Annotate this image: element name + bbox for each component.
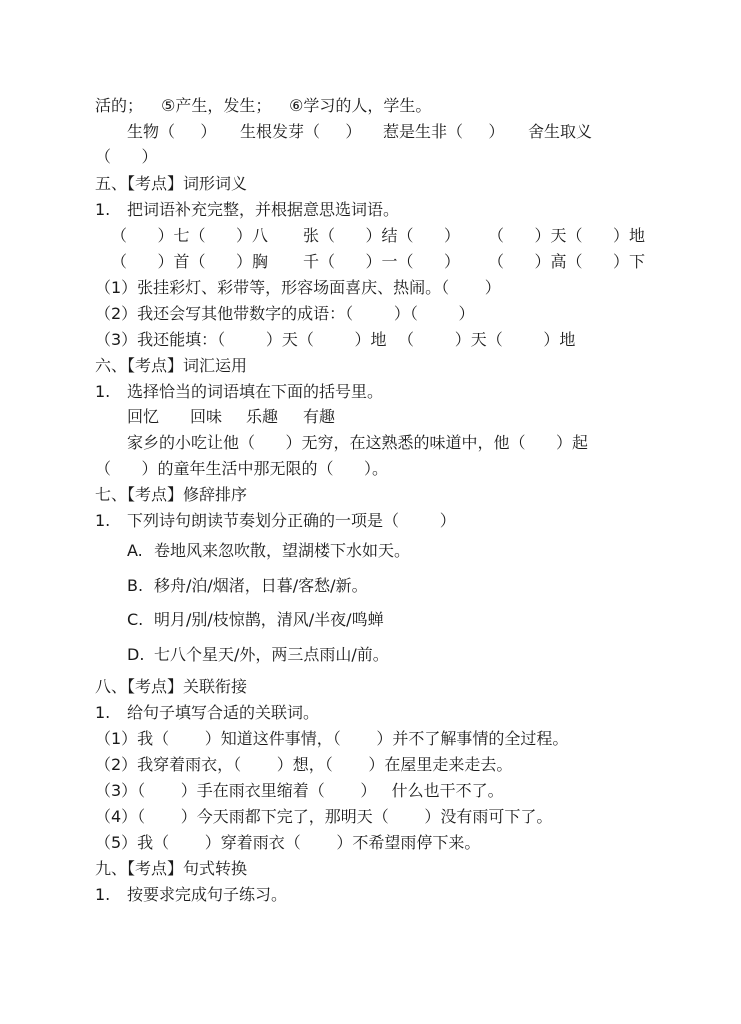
option-text: 移舟/泊/烟渚，日暮/客愁/新。 <box>154 576 368 595</box>
sub-question-3: （3）我还能填：（ ）天（ ）地 <box>95 330 387 349</box>
question-number: 1. <box>95 703 111 722</box>
option-letter: C. <box>127 610 144 629</box>
option-letter: A. <box>127 541 143 560</box>
definition-living: 活的； <box>95 96 144 115</box>
section-heading-8: 八、【考点】关联衔接 <box>95 677 248 696</box>
word-item-sheshengquyi: 舍生取义 <box>528 122 593 141</box>
idiom-blank-group: 千（ ）一（ ） <box>303 252 461 271</box>
option-text: 七八个星天/外，两三点雨山/前。 <box>154 645 389 664</box>
conjunction-item: （2）我穿着雨衣，（ ）想，（ ）在屋里走来走去。 <box>95 755 513 774</box>
word-item-shengwu: 生物（ ） <box>127 122 217 141</box>
question-number: 1. <box>95 511 111 530</box>
sub-question-1: （1）张挂彩灯、彩带等，形容场面喜庆、热闹。（ ） <box>95 278 501 297</box>
sub-question-2: （2）我还会写其他带数字的成语：（ ）（ ） <box>95 304 475 323</box>
answer-blank: （ ） <box>95 147 158 166</box>
question-number: 1. <box>95 200 111 219</box>
option-letter: D. <box>127 645 145 664</box>
sub-question-3-continued: （ ）天（ ）地 <box>398 330 576 349</box>
question-prompt: 选择恰当的词语填在下面的括号里。 <box>127 382 384 401</box>
section-heading-6: 六、【考点】词汇运用 <box>95 356 248 375</box>
word-bank-item: 回忆 <box>127 407 160 426</box>
option-letter: B. <box>127 576 144 595</box>
word-item-shenggenfaya: 生根发芽（ ） <box>240 122 362 141</box>
conjunction-item: （1）我（ ）知道这件事情，（ ）并不了解事情的全过程。 <box>95 729 569 748</box>
section-heading-7: 七、【考点】修辞排序 <box>95 485 248 504</box>
section-heading-5: 五、【考点】词形词义 <box>95 174 248 193</box>
word-item-reshishengfei: 惹是生非（ ） <box>383 122 505 141</box>
idiom-blank-group: （ ）天（ ）地 <box>488 226 646 245</box>
question-prompt: 下列诗句朗读节奏划分正确的一项是（ ） <box>127 511 456 530</box>
section-heading-9: 九、【考点】句式转换 <box>95 859 248 878</box>
question-prompt: 按要求完成句子练习。 <box>127 885 288 904</box>
conjunction-item: （3）（ ）手在雨衣里缩着（ ） 什么也干不了。 <box>95 781 504 800</box>
definition-learner: ⑥学习的人，学生。 <box>289 96 432 115</box>
passage-line: （ ）的童年生活中那无限的（ ）。 <box>95 459 389 478</box>
word-bank-item: 回味 <box>190 407 223 426</box>
question-number: 1. <box>95 885 111 904</box>
question-prompt: 给句子填写合适的关联词。 <box>127 703 320 722</box>
conjunction-item: （4）（ ）今天雨都下完了，那明天（ ）没有雨可下了。 <box>95 807 553 826</box>
idiom-blank-group: （ ）首（ ）胸 <box>111 252 269 271</box>
word-bank-item: 有趣 <box>303 407 336 426</box>
option-text: 明月/别/枝惊鹊，清风/半夜/鸣蝉 <box>154 610 384 629</box>
idiom-blank-group: （ ）高（ ）下 <box>488 252 646 271</box>
passage-line: 家乡的小吃让他（ ）无穷，在这熟悉的味道中，他（ ）起 <box>127 433 589 452</box>
question-prompt: 把词语补充完整，并根据意思选词语。 <box>127 200 400 219</box>
conjunction-item: （5）我（ ）穿着雨衣（ ）不希望雨停下来。 <box>95 833 481 852</box>
word-bank-item: 乐趣 <box>246 407 279 426</box>
option-text: 卷地风来忽吹散，望湖楼下水如天。 <box>154 541 411 560</box>
idiom-blank-group: 张（ ）结（ ） <box>303 226 461 245</box>
question-number: 1. <box>95 382 111 401</box>
definition-produce: ⑤产生，发生； <box>161 96 272 115</box>
idiom-blank-group: （ ）七（ ）八 <box>111 226 269 245</box>
